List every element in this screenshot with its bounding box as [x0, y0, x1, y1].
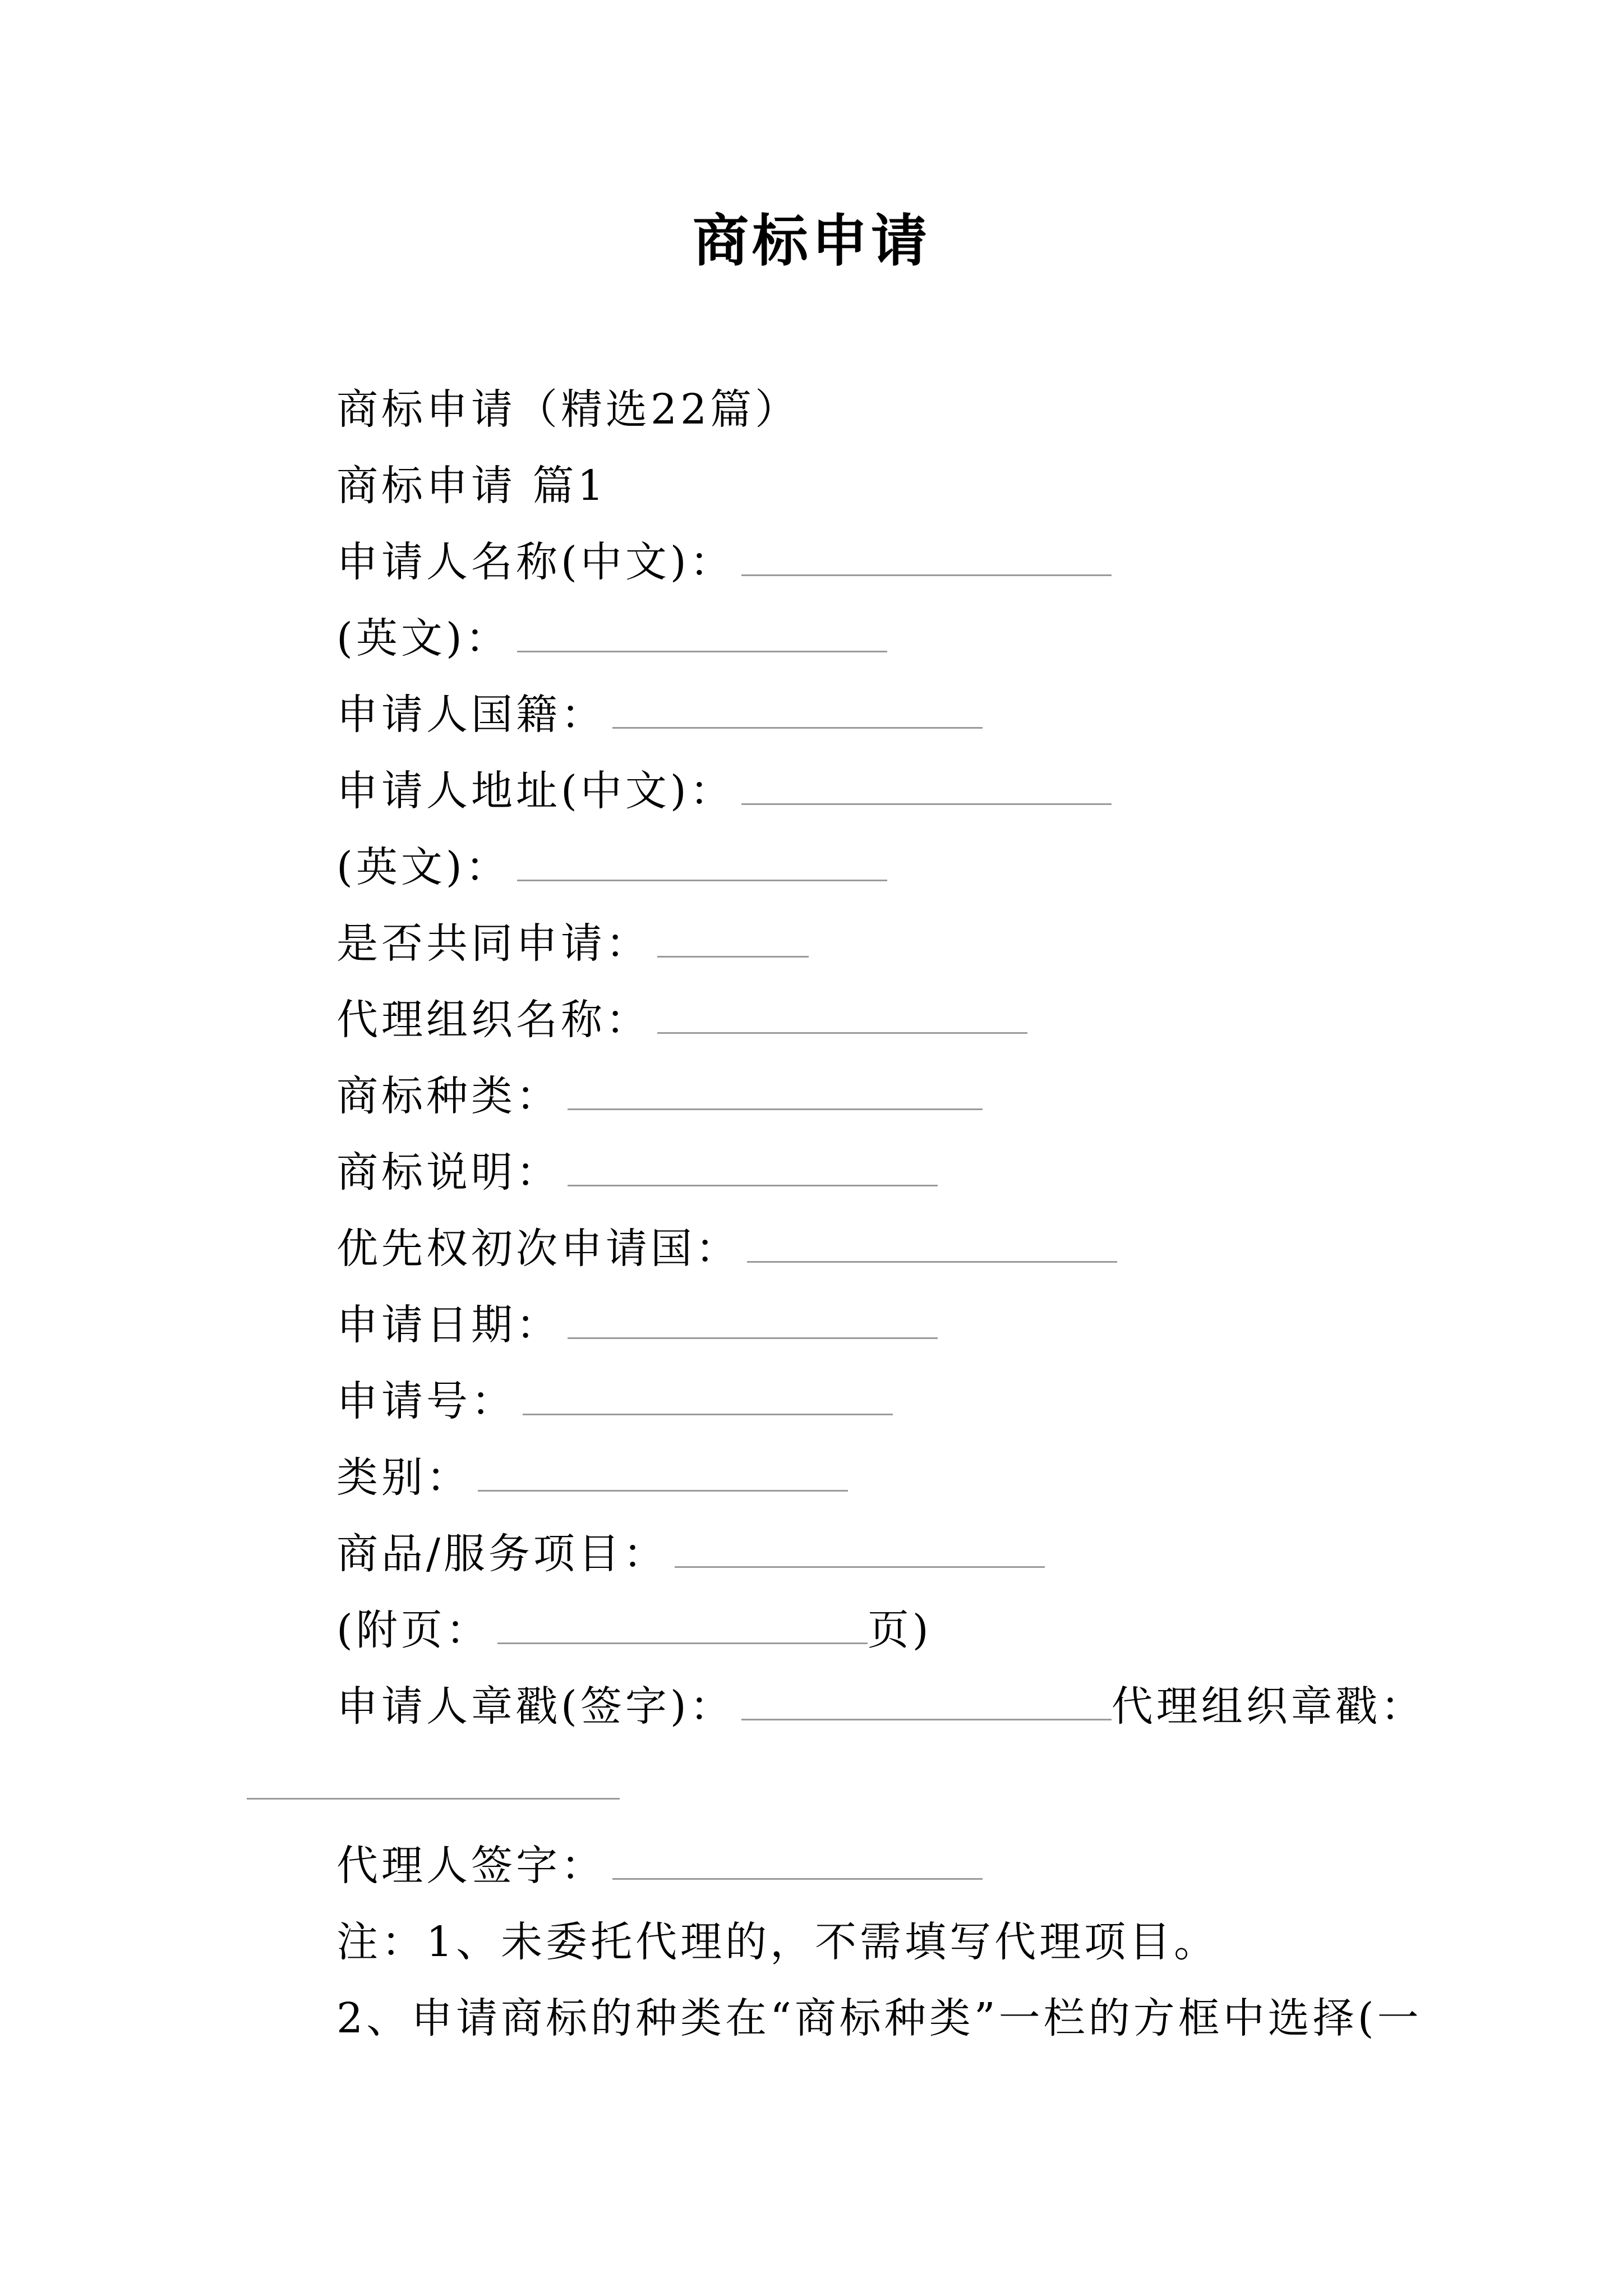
note-2: 2、申请商标的种类在“商标种类”一栏的方框中选择(一 — [336, 1994, 1422, 2042]
field-label: 申请日期： — [336, 1301, 561, 1349]
field-label: (英文)： — [336, 614, 510, 662]
fill-blank — [657, 917, 809, 958]
fill-blank — [478, 1451, 848, 1492]
field-application-number — [336, 1373, 893, 1429]
field-label: 是否共同申请： — [336, 919, 651, 968]
document-subtitle: 商标申请（精选22篇） — [336, 385, 800, 434]
section-heading: 商标申请 篇1 — [336, 462, 607, 510]
field-applicant-name-cn — [336, 534, 1112, 590]
field-joint-application — [336, 915, 809, 972]
field-trademark-type — [336, 1068, 983, 1124]
field-label: (英文)： — [336, 843, 510, 891]
note-1: 注：1、未委托代理的，不需填写代理项目。 — [336, 1918, 1219, 1966]
field-trademark-description — [336, 1144, 938, 1200]
field-label: 申请人国籍： — [336, 691, 606, 739]
field-label: 优先权初次申请国： — [336, 1225, 740, 1273]
fill-blank — [497, 1603, 868, 1644]
fill-blank — [568, 1069, 983, 1110]
agency-seal-blank — [247, 1798, 620, 1800]
field-attachment-pages — [336, 1602, 932, 1658]
field-label: 申请人地址(中文)： — [336, 767, 735, 815]
field-applicant-nationality — [336, 687, 983, 743]
field-label: 商标种类： — [336, 1072, 561, 1120]
field-applicant-address-en — [336, 839, 887, 895]
fill-blank — [523, 1374, 893, 1415]
fill-blank — [517, 840, 887, 881]
field-agent-signature — [336, 1838, 983, 1894]
field-applicant-address-cn — [336, 763, 1112, 819]
field-label: 申请号： — [336, 1377, 516, 1425]
fill-blank — [747, 1222, 1117, 1263]
field-priority-country — [336, 1221, 1117, 1277]
field-label: 代理人签字： — [336, 1842, 606, 1890]
field-class — [336, 1450, 848, 1506]
fill-blank — [568, 1298, 938, 1339]
fill-blank — [675, 1527, 1045, 1568]
field-label: 申请人名称(中文)： — [336, 538, 735, 586]
field-label: 商标说明： — [336, 1148, 561, 1197]
fill-blank — [568, 1145, 938, 1186]
fill-blank — [741, 535, 1112, 576]
field-agency-name — [336, 992, 1027, 1048]
fill-blank — [741, 1680, 1112, 1720]
field-label: 类别： — [336, 1453, 471, 1502]
attachment-suffix: 页) — [867, 1606, 932, 1654]
field-applicant-name-en — [336, 610, 887, 666]
field-goods-services — [336, 1526, 1045, 1582]
field-label: 代理组织名称： — [336, 996, 651, 1044]
agency-seal-label: 代理组织章戳： — [1111, 1682, 1426, 1731]
field-label: 商品/服务项目： — [336, 1530, 668, 1578]
fill-blank — [612, 1839, 983, 1880]
signature-line — [336, 1678, 1426, 1734]
attachment-prefix: (附页： — [336, 1606, 491, 1654]
fill-blank — [657, 993, 1027, 1034]
fill-blank — [612, 688, 983, 729]
field-application-date — [336, 1297, 938, 1353]
document-title: 商标申请 — [693, 208, 930, 274]
applicant-seal-label: 申请人章戳(签字)： — [336, 1682, 735, 1731]
fill-blank — [741, 764, 1112, 805]
fill-blank — [517, 611, 887, 652]
